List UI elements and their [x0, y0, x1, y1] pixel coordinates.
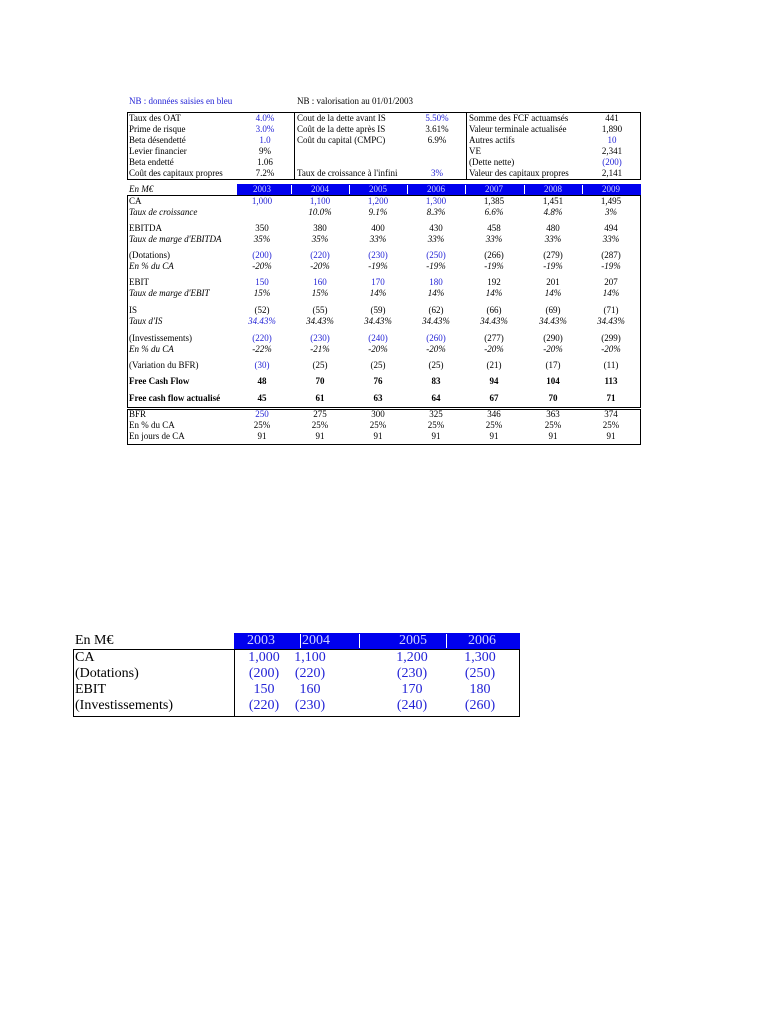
- row-value: -19%: [484, 261, 504, 271]
- row-value: 180: [429, 277, 443, 287]
- row-value: 207: [604, 277, 618, 287]
- row-value: 1,385: [483, 196, 505, 206]
- year-header-separator: [465, 185, 466, 194]
- row-value: (59): [370, 305, 386, 315]
- param-value: 1.0: [259, 135, 271, 145]
- param-label: Beta désendetté: [129, 135, 186, 145]
- row-value: 10.0%: [308, 207, 332, 217]
- row-value: 33%: [602, 234, 620, 244]
- bfr-value: 91: [431, 431, 441, 441]
- row-value: 14%: [369, 288, 387, 298]
- row-value: 1,451: [542, 196, 564, 206]
- bfr-value: 374: [604, 409, 618, 419]
- row-value: 380: [313, 223, 327, 233]
- row-value: (55): [312, 305, 328, 315]
- row-label: Taux de marge d'EBIT: [129, 288, 210, 298]
- zoom-row-label: EBIT: [75, 682, 107, 697]
- bfr-value: 91: [257, 431, 267, 441]
- param-value: 10: [607, 135, 617, 145]
- row-value: -19%: [601, 261, 621, 271]
- row-value: 15%: [311, 288, 329, 298]
- row-value: (220): [252, 333, 272, 343]
- bfr-value: 91: [315, 431, 325, 441]
- row-value: 63: [373, 393, 383, 403]
- row-value: 1,200: [367, 196, 389, 206]
- row-value: 9.1%: [368, 207, 388, 217]
- row-value: 35%: [253, 234, 271, 244]
- param-value: 9%: [259, 146, 271, 156]
- row-value: (230): [310, 333, 330, 343]
- year-header-separator: [524, 185, 525, 194]
- row-label: Free cash flow actualisé: [129, 393, 221, 403]
- param-value: 5.50%: [425, 113, 449, 123]
- row-value: (71): [603, 305, 619, 315]
- row-value: (220): [310, 250, 330, 260]
- row-value: (62): [428, 305, 444, 315]
- zoom-row-value: 170: [401, 682, 423, 697]
- param-value: 6.9%: [427, 135, 447, 145]
- param-value: 441: [605, 113, 619, 123]
- row-value: (240): [368, 333, 388, 343]
- param-value: 1.06: [257, 157, 273, 167]
- zoom-year-header: 2004: [302, 633, 330, 648]
- zoom-row-value: 1,200: [396, 650, 428, 665]
- row-value: (230): [368, 250, 388, 260]
- row-value: 70: [315, 376, 325, 386]
- zoom-year-header: 2006: [468, 633, 496, 648]
- year-header-separator: [407, 185, 408, 194]
- row-value: 104: [546, 376, 560, 386]
- year-header: 2008: [544, 184, 562, 194]
- row-value: 14%: [544, 288, 562, 298]
- row-value: (11): [603, 360, 619, 370]
- year-header: 2005: [369, 184, 387, 194]
- year-header: 2003: [253, 184, 271, 194]
- row-value: 35%: [311, 234, 329, 244]
- row-value: 34.43%: [597, 316, 625, 326]
- row-label: Taux de marge d'EBITDA: [129, 234, 222, 244]
- zoom-row-value: (230): [396, 666, 428, 681]
- year-header: 2009: [602, 184, 620, 194]
- zoom-year-separator: [359, 634, 360, 648]
- zoom-header-label: En M€: [75, 633, 114, 648]
- zoom-row-value: (240): [396, 698, 428, 713]
- row-value: (69): [545, 305, 561, 315]
- row-value: 160: [313, 277, 327, 287]
- bfr-value: 91: [548, 431, 558, 441]
- row-value: 33%: [544, 234, 562, 244]
- bfr-value: 25%: [311, 420, 329, 430]
- bfr-value: 300: [371, 409, 385, 419]
- param-value: 2,341: [601, 146, 623, 156]
- bfr-value: 25%: [602, 420, 620, 430]
- param-label: Levier financier: [129, 146, 187, 156]
- zoom-row-value: (230): [294, 698, 326, 713]
- bfr-value: 25%: [427, 420, 445, 430]
- zoom-row-value: (260): [464, 698, 496, 713]
- bfr-value: 363: [546, 409, 560, 419]
- row-value: 6.6%: [484, 207, 504, 217]
- row-value: -19%: [543, 261, 563, 271]
- param-divider-2: [466, 112, 467, 180]
- bfr-value: 91: [606, 431, 616, 441]
- row-value: (17): [545, 360, 561, 370]
- row-label: EBITDA: [129, 223, 162, 233]
- row-value: 76: [373, 376, 383, 386]
- row-label: En % du CA: [129, 261, 174, 271]
- zoom-row-label: (Investissements): [75, 698, 173, 713]
- row-value: 8.3%: [426, 207, 446, 217]
- row-value: 33%: [485, 234, 503, 244]
- row-value: 70: [548, 393, 558, 403]
- zoom-row-label: CA: [75, 650, 95, 665]
- row-value: 14%: [427, 288, 445, 298]
- row-label: Free Cash Flow: [129, 376, 190, 386]
- bfr-value: 25%: [369, 420, 387, 430]
- row-value: (287): [601, 250, 621, 260]
- param-value: 7.2%: [255, 168, 275, 178]
- zoom-row-value: (220): [248, 698, 280, 713]
- param-label: Taux des OAT: [129, 113, 181, 123]
- bfr-label: En jours de CA: [129, 431, 185, 441]
- row-value: -20%: [368, 344, 388, 354]
- row-value: 3%: [605, 207, 617, 217]
- row-value: -20%: [426, 344, 446, 354]
- row-value: 48: [257, 376, 267, 386]
- row-value: 494: [604, 223, 618, 233]
- row-value: 1,495: [600, 196, 622, 206]
- row-value: (25): [370, 360, 386, 370]
- param-value: 2,141: [601, 168, 623, 178]
- param-label: Taux de croissance à l'infini: [297, 168, 398, 178]
- row-value: 33%: [369, 234, 387, 244]
- row-value: 430: [429, 223, 443, 233]
- row-value: -20%: [252, 261, 272, 271]
- param-label: Beta endetté: [129, 157, 174, 167]
- zoom-row-value: (250): [464, 666, 496, 681]
- param-value: 1,890: [601, 124, 623, 134]
- year-header: 2006: [427, 184, 445, 194]
- zoom-year-separator: [446, 634, 447, 648]
- row-value: 1,300: [425, 196, 447, 206]
- zoom-row-value: (200): [248, 666, 280, 681]
- bfr-value: 346: [487, 409, 501, 419]
- row-value: (200): [252, 250, 272, 260]
- year-header-separator: [582, 185, 583, 194]
- zoom-row-label: (Dotations): [75, 666, 139, 681]
- row-value: 14%: [602, 288, 620, 298]
- bfr-value: 275: [313, 409, 327, 419]
- row-label: (Dotations): [129, 250, 170, 260]
- row-value: -20%: [310, 261, 330, 271]
- row-label: (Investissements): [129, 333, 192, 343]
- bfr-value: 91: [373, 431, 383, 441]
- row-value: -19%: [368, 261, 388, 271]
- zoom-row-value: 160: [299, 682, 321, 697]
- row-label: (Variation du BFR): [129, 360, 199, 370]
- row-value: (21): [486, 360, 502, 370]
- row-value: (66): [486, 305, 502, 315]
- row-value: (277): [484, 333, 504, 343]
- param-label: Valeur des capitaux propres: [469, 168, 569, 178]
- year-header: 2007: [485, 184, 503, 194]
- zoom-year-header: 2005: [399, 633, 427, 648]
- row-value: 15%: [253, 288, 271, 298]
- row-value: 1,100: [309, 196, 331, 206]
- row-value: 64: [431, 393, 441, 403]
- param-label: Somme des FCF actuamsés: [469, 113, 569, 123]
- row-value: 170: [371, 277, 385, 287]
- row-value: 350: [255, 223, 269, 233]
- param-label: Prime de risque: [129, 124, 186, 134]
- row-value: 34.43%: [364, 316, 392, 326]
- row-label: IS: [129, 305, 138, 315]
- row-value: 400: [371, 223, 385, 233]
- param-label: Valeur terminale actualisée: [469, 124, 567, 134]
- zoom-row-value: (220): [294, 666, 326, 681]
- param-label: (Dette nette): [469, 157, 515, 167]
- row-value: (260): [426, 333, 446, 343]
- row-value: (279): [543, 250, 563, 260]
- main-header-label: En M€: [129, 184, 154, 194]
- zoom-year-separator: [300, 634, 301, 648]
- bfr-value: 325: [429, 409, 443, 419]
- note-valuation-date: NB : valorisation au 01/01/2003: [297, 96, 413, 106]
- row-value: 33%: [427, 234, 445, 244]
- row-value: -20%: [484, 344, 504, 354]
- row-value: -21%: [310, 344, 330, 354]
- row-value: (52): [254, 305, 270, 315]
- param-divider-1: [294, 112, 295, 180]
- row-value: 201: [546, 277, 560, 287]
- year-header: 2004: [311, 184, 329, 194]
- bfr-value: 25%: [544, 420, 562, 430]
- bfr-value: 25%: [485, 420, 503, 430]
- param-label: Autres actifs: [469, 135, 515, 145]
- row-value: 45: [257, 393, 267, 403]
- row-value: 61: [315, 393, 325, 403]
- row-value: (290): [543, 333, 563, 343]
- row-value: (25): [312, 360, 328, 370]
- zoom-row-value: 1,100: [294, 650, 326, 665]
- zoom-row-value: 150: [253, 682, 275, 697]
- row-value: 14%: [485, 288, 503, 298]
- zoom-row-value: 180: [469, 682, 491, 697]
- bfr-value: 91: [489, 431, 499, 441]
- row-value: (30): [254, 360, 270, 370]
- param-label: Coût des capitaux propres: [129, 168, 223, 178]
- row-value: 4.8%: [543, 207, 563, 217]
- row-value: -19%: [426, 261, 446, 271]
- param-label: VE: [469, 146, 481, 156]
- zoom-year-header: 2003: [247, 633, 275, 648]
- bfr-value: 250: [255, 409, 269, 419]
- row-value: 83: [431, 376, 441, 386]
- zoom-row-value: 1,000: [248, 650, 280, 665]
- row-value: 480: [546, 223, 560, 233]
- row-label: En % du CA: [129, 344, 174, 354]
- row-value: 71: [606, 393, 616, 403]
- param-label: Coût du capital (CMPC): [297, 135, 386, 145]
- row-label: CA: [129, 196, 142, 206]
- row-value: 458: [487, 223, 501, 233]
- year-header-separator: [349, 185, 350, 194]
- year-header-separator: [291, 185, 292, 194]
- bfr-label: En % du CA: [129, 420, 175, 430]
- row-value: 1,000: [251, 196, 273, 206]
- row-value: (299): [601, 333, 621, 343]
- param-label: Cout de la dette avant IS: [297, 113, 386, 123]
- row-value: (25): [428, 360, 444, 370]
- row-value: (266): [484, 250, 504, 260]
- param-value: 3%: [431, 168, 443, 178]
- note-blue-input: NB : données saisies en bleu: [129, 96, 233, 106]
- row-value: 34.43%: [480, 316, 508, 326]
- row-label: Taux de croissance: [129, 207, 198, 217]
- row-value: 150: [255, 277, 269, 287]
- row-value: 34.43%: [306, 316, 334, 326]
- param-label: Coût de la dette après IS: [297, 124, 386, 134]
- row-value: -20%: [601, 344, 621, 354]
- row-label: Taux d'IS: [129, 316, 163, 326]
- row-value: 34.43%: [248, 316, 276, 326]
- param-value: (200): [602, 157, 622, 167]
- row-value: 67: [489, 393, 499, 403]
- bfr-value: 25%: [253, 420, 271, 430]
- row-value: 94: [489, 376, 499, 386]
- row-value: 34.43%: [422, 316, 450, 326]
- row-value: 113: [604, 376, 618, 386]
- param-value: 3.61%: [425, 124, 449, 134]
- param-value: 4.0%: [255, 113, 275, 123]
- row-value: -20%: [543, 344, 563, 354]
- row-value: -22%: [252, 344, 272, 354]
- row-value: (250): [426, 250, 446, 260]
- row-value: 34.43%: [539, 316, 567, 326]
- zoom-row-value: 1,300: [464, 650, 496, 665]
- row-value: 192: [487, 277, 501, 287]
- param-value: 3.0%: [255, 124, 275, 134]
- bfr-label: BFR: [129, 409, 147, 419]
- row-label: EBIT: [129, 277, 149, 287]
